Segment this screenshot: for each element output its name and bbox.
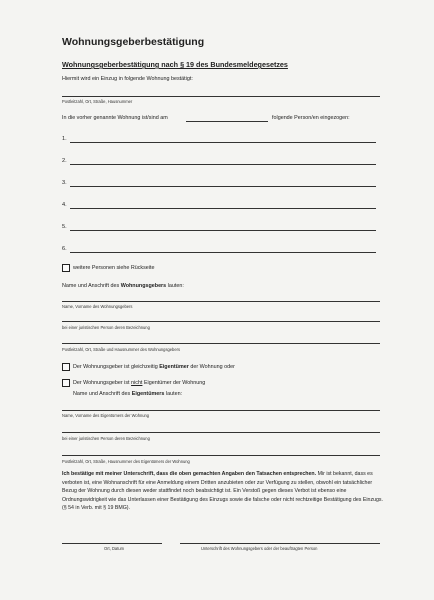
- person-line-3[interactable]: [70, 186, 376, 187]
- person-number: 3.: [62, 180, 67, 186]
- page-title: Wohnungsgeberbestätigung: [62, 36, 205, 48]
- move-in-suffix: folgende Person/en eingezogen:: [272, 115, 350, 121]
- owner-name-caption: Name, Vorname des Eigentümers der Wohnung: [62, 413, 150, 418]
- place-date-caption: Ort, Datum: [104, 546, 125, 551]
- person-number: 2.: [62, 158, 67, 164]
- declaration-bold: Ich bestätige mit meiner Unterschrift, dass die oben gemachten Angaben den Tatsachen entsprechen.: [62, 471, 317, 477]
- owner-address-line[interactable]: [62, 455, 380, 456]
- landlord-legal-line[interactable]: [62, 321, 380, 322]
- landlord-heading: [62, 283, 184, 289]
- owner-option-2-underline: nicht: [131, 380, 143, 386]
- owner-option-1: [73, 364, 235, 370]
- owner-name-line[interactable]: [62, 410, 380, 411]
- landlord-address-caption: Postleitzahl, Ort, Straße und Hausnummer des Wohnungsgebers: [62, 347, 181, 352]
- person-number: 1.: [62, 136, 67, 142]
- owner-heading: [73, 391, 182, 397]
- owner-legal-caption: bei einer juristischen Person deren Bezeichnung: [62, 436, 150, 441]
- owner-option-1-suffix: der Wohnung oder: [190, 364, 235, 370]
- signature-line[interactable]: [180, 543, 380, 544]
- declaration-text: Mir ist bekannt, dass es verboten ist, eine Wohnanschrift für eine Anmeldung einem Dritten anzubieten oder zur Verfügung zu stellen, obwohl ein tatsächlicher Bezug der Wohnung durch diesen weder stattfindet noch beabsichtigt ist. Ein Verstoß gegen dieses Verbot ist ebenso eine Ordnungswidrigkeit wie das Unterlassen einer Bestätigung des Einzugs sowie die falsche oder nicht rechtzeitige Bestätigung des Einzugs. (§ 54 in Verb. mit § 19 BMG).: [62, 471, 384, 512]
- person-number: 4.: [62, 202, 67, 208]
- owner-option-1-prefix: Der Wohnungsgeber ist gleichzeitig: [73, 364, 158, 370]
- owner-yes-checkbox[interactable]: [62, 363, 70, 371]
- landlord-name-line[interactable]: [62, 301, 380, 302]
- owner-address-caption: Postleitzahl, Ort, Straße, Hausnummer des Eigentümers der Wohnung: [62, 459, 190, 464]
- owner-option-2: [73, 380, 205, 386]
- address-caption: Postleitzahl, Ort, Straße, Hausnummer: [62, 99, 133, 104]
- landlord-legal-caption: bei einer juristischen Person deren Bezeichnung: [62, 325, 150, 330]
- person-line-2[interactable]: [70, 164, 376, 165]
- person-number: 5.: [62, 224, 67, 230]
- address-line[interactable]: [62, 96, 380, 97]
- declaration-paragraph: [62, 470, 386, 513]
- move-in-prefix: In die vorher genannte Wohnung ist/sind am: [62, 115, 168, 121]
- more-persons-checkbox[interactable]: [62, 264, 70, 272]
- owner-legal-line[interactable]: [62, 432, 380, 433]
- landlord-heading-bold: Wohnungsgebers: [120, 283, 167, 289]
- owner-no-checkbox[interactable]: [62, 379, 70, 387]
- owner-option-2-suffix: Eigentümer der Wohnung: [143, 380, 206, 386]
- landlord-heading-prefix: Name und Anschrift des: [62, 283, 120, 289]
- signature-caption: Unterschrift des Wohnungsgebers oder der beauftragten Person: [201, 546, 318, 551]
- person-line-4[interactable]: [70, 208, 376, 209]
- owner-option-2-prefix: Der Wohnungsgeber ist: [73, 380, 130, 386]
- landlord-address-line[interactable]: [62, 343, 380, 344]
- person-number: 6.: [62, 246, 67, 252]
- owner-heading-bold: Eigentümers: [131, 391, 165, 397]
- intro-text: Hiermit wird ein Einzug in folgende Wohnung bestätigt:: [62, 76, 193, 82]
- place-date-line[interactable]: [62, 543, 162, 544]
- form-subtitle: Wohnungsgeberbestätigung nach § 19 des Bundesmeldegesetzes: [62, 60, 288, 69]
- move-in-date-line[interactable]: [186, 121, 268, 122]
- owner-option-1-bold: Eigentümer: [159, 364, 189, 370]
- owner-heading-suffix: lauten:: [165, 391, 183, 397]
- owner-heading-prefix: Name und Anschrift des: [73, 391, 131, 397]
- more-persons-label: weitere Personen siehe Rückseite: [73, 265, 155, 271]
- landlord-heading-suffix: lauten:: [167, 283, 184, 289]
- person-line-5[interactable]: [70, 230, 376, 231]
- landlord-name-caption: Name, Vorname des Wohnungsgebers: [62, 304, 133, 309]
- person-line-1[interactable]: [70, 142, 376, 143]
- person-line-6[interactable]: [70, 252, 376, 253]
